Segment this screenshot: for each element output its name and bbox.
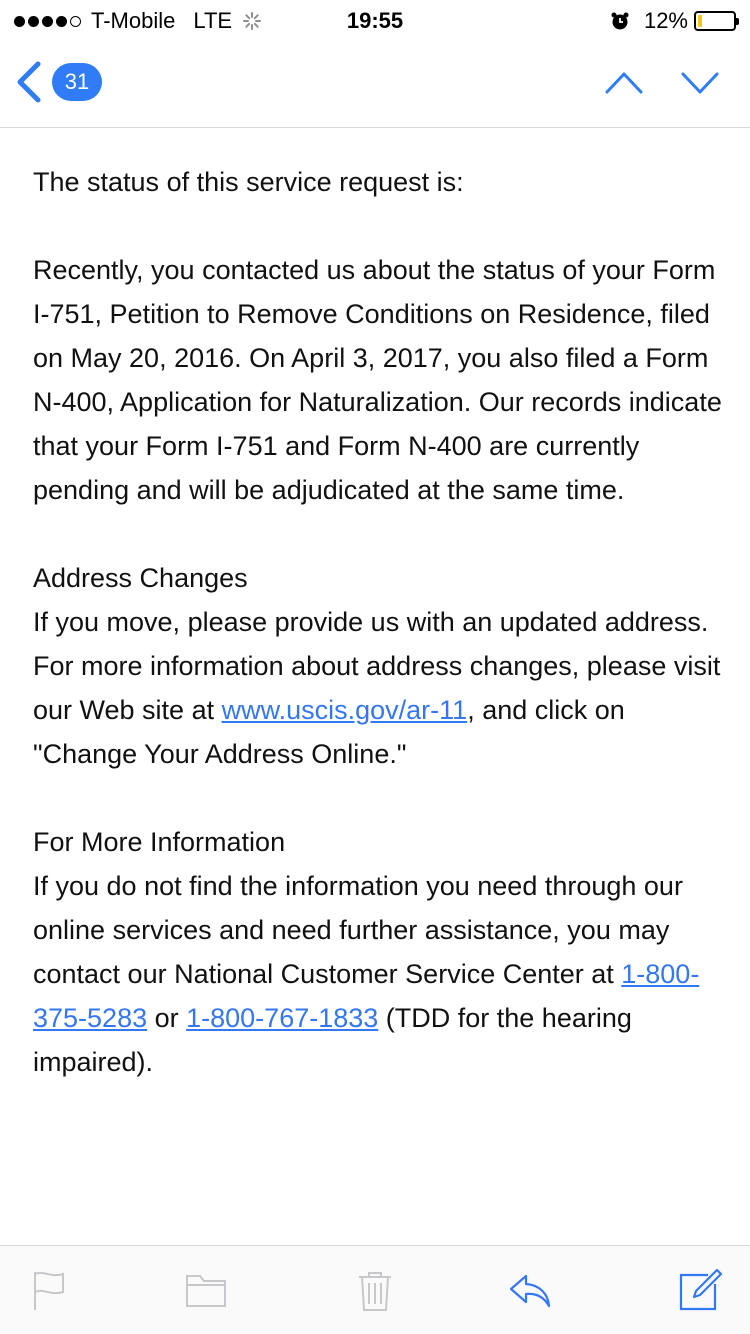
navigation-bar [0,40,750,128]
battery-percent: 12% [643,8,688,33]
chevron-down-icon[interactable] [680,66,720,98]
carrier-name: T-Mobile [91,8,176,33]
status-bar [0,0,750,40]
bottom-toolbar [0,1245,750,1334]
info-text-end: (TDD for the hearing impaired). [33,1003,632,1077]
network-type: LTE [193,8,233,33]
info-heading: For More Information [33,827,286,857]
phone-link-tdd[interactable]: 1-800-767-1833 [186,1003,379,1033]
info-section [33,820,723,1084]
email-body [33,160,723,1128]
unread-count-badge: 31 [52,63,102,101]
flag-icon[interactable] [29,1268,73,1312]
battery-cap [736,18,739,25]
battery-level [698,15,702,27]
address-section [33,556,723,776]
phone-link-customer-service[interactable]: 1-800-375-5283 [33,959,700,1033]
address-text: If you move, please provide us with an updated address. For more information about address changes, please visit our Web site at [33,607,721,725]
info-text-or: or [147,1003,187,1033]
chevron-up-icon[interactable] [604,66,644,98]
status-right [610,8,736,34]
back-button[interactable] [14,60,102,104]
chevron-left-icon [14,60,44,104]
trash-icon[interactable] [353,1268,397,1312]
address-text-end: , and click on "Change Your Address Online." [33,695,625,769]
intro-text: The status of this service request is: [33,167,464,197]
uscis-ar11-link[interactable]: www.uscis.gov/ar-11 [221,695,468,725]
compose-icon[interactable] [678,1268,722,1312]
status-paragraph: Recently, you contacted us about the status of your Form I-751, Petition to Remove Conditions on Residence, filed on May 20, 2016. On April 3, 2017, you also filed a Form N-400, Application for Naturalization. Our records indicate that your Form I-751 and Form N-400 are currently pending and will be adjudicated at the same time. [33,255,722,505]
reply-icon[interactable] [508,1268,552,1312]
clock: 19:55 [346,8,404,33]
alarm-icon [610,11,630,31]
address-heading: Address Changes [33,563,248,593]
folder-icon[interactable] [184,1268,228,1312]
battery-icon [694,11,736,31]
info-text: If you do not find the information you need through our online services and need further assistance, you may contact our National Customer Service Center at [33,871,683,989]
